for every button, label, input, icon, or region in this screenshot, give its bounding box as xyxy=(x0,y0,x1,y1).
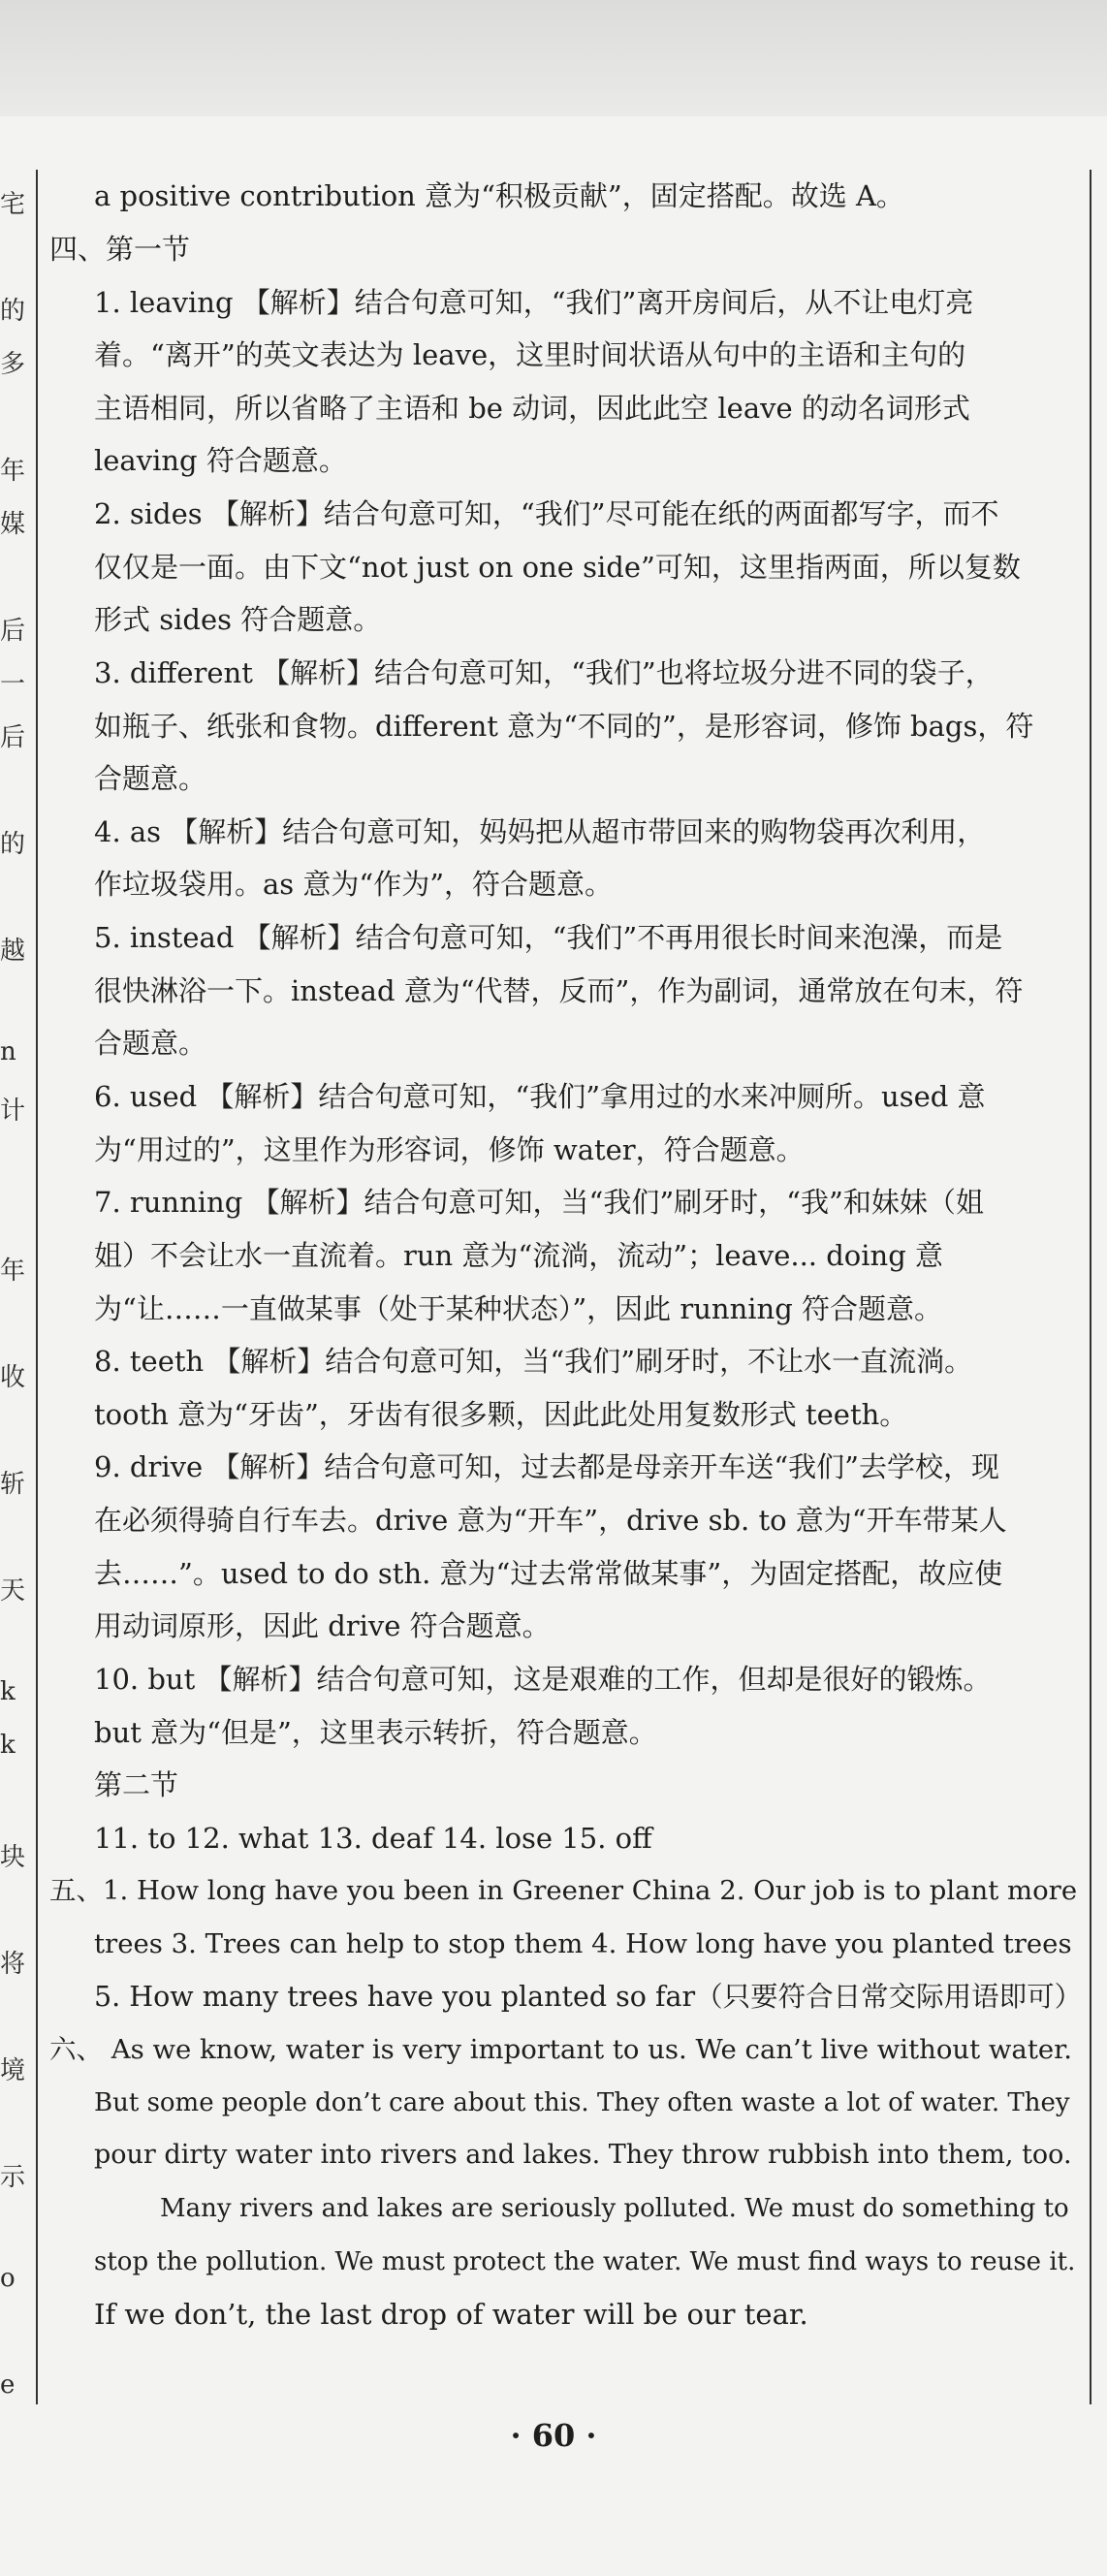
text-line: 7. running 【解析】结合句意可知，当“我们”刷牙时，“我”和妹妹（姐 xyxy=(94,1186,984,1219)
text-line: 在必须得骑自行车去。drive 意为“开车”，drive sb. to 意为“开车带某人 xyxy=(94,1504,1007,1537)
text-line: If we don’t, the last drop of water will be our tear. xyxy=(94,2298,808,2331)
margin-char: o xyxy=(0,2264,16,2293)
text-line: 为“让……一直做某事（处于某种状态）”，因此 running 符合题意。 xyxy=(94,1292,942,1325)
margin-char: 境 xyxy=(0,2056,26,2085)
margin-char: k xyxy=(0,1731,16,1760)
text-line: 1. leaving 【解析】结合句意可知，“我们”离开房间后，从不让电灯亮 xyxy=(94,286,974,319)
margin-char: 的 xyxy=(0,297,26,326)
margin-char: 收 xyxy=(0,1363,26,1392)
text-line: 8. teeth 【解析】结合句意可知，当“我们”刷牙时，不让水一直流淌。 xyxy=(94,1345,973,1378)
text-line: 如瓶子、纸张和食物。different 意为“不同的”，是形容词，修饰 bags，符 xyxy=(94,710,1034,743)
right-border-line xyxy=(1090,170,1091,2404)
margin-char: 的 xyxy=(0,830,26,859)
text-line: 很快淋浴一下。instead 意为“代替，反而”，作为副词，通常放在句末，符 xyxy=(94,974,1024,1007)
page-number: · 60 · xyxy=(510,2417,597,2454)
text-line: 主语相同，所以省略了主语和 be 动词，因此此空 leave 的动名词形式 xyxy=(94,392,970,425)
text-line: pour dirty water into rivers and lakes. They throw rubbish into them, too. xyxy=(94,2140,1072,2170)
text-line: 5. How many trees have you planted so far（只要符合日常交际用语即可） xyxy=(94,1981,1083,2013)
top-shadow-band xyxy=(0,0,1107,116)
text-line: 11. to 12. what 13. deaf 14. lose 15. off xyxy=(94,1822,652,1855)
text-line: 5. instead 【解析】结合句意可知，“我们”不再用很长时间来泡澡，而是 xyxy=(94,921,1003,954)
text-line: 作垃圾袋用。as 意为“作为”，符合题意。 xyxy=(94,868,614,901)
margin-char: 计 xyxy=(0,1097,26,1126)
text-line: tooth 意为“牙齿”，牙齿有很多颗，因此此处用复数形式 teeth。 xyxy=(94,1398,908,1431)
margin-char: 将 xyxy=(0,1950,26,1979)
margin-char: 年 xyxy=(0,1256,26,1286)
margin-char: 示 xyxy=(0,2163,26,2192)
text-line: 去……”。used to do sth. 意为“过去常常做某事”，为固定搭配，故应使 xyxy=(94,1557,1003,1590)
margin-char: 年 xyxy=(0,457,26,486)
text-line: 五、1. How long have you been in Greener China 2. Our job is to plant more xyxy=(49,1875,1078,1906)
text-line: Many rivers and lakes are seriously polluted. We must do something to xyxy=(160,2194,1069,2223)
text-line: 姐）不会让水一直流着。run 意为“流淌，流动”；leave... doing 意 xyxy=(94,1239,943,1272)
text-line: 为“用过的”，这里作为形容词，修饰 water，符合题意。 xyxy=(94,1133,805,1166)
left-margin-fragments xyxy=(0,0,29,2576)
margin-char: 一 xyxy=(0,670,26,699)
text-line: trees 3. Trees can help to stop them 4. How long have you planted trees xyxy=(94,1928,1072,1959)
left-border-line xyxy=(36,170,38,2404)
text-line: 3. different 【解析】结合句意可知，“我们”也将垃圾分进不同的袋子， xyxy=(94,656,994,689)
margin-char: 斩 xyxy=(0,1470,26,1499)
margin-char: 天 xyxy=(0,1576,26,1606)
text-line: 6. used 【解析】结合句意可知，“我们”拿用过的水来冲厕所。used 意 xyxy=(94,1080,986,1113)
text-line: 用动词原形，因此 drive 符合题意。 xyxy=(94,1609,551,1642)
section-heading: 第二节 xyxy=(94,1768,179,1801)
margin-char: 块 xyxy=(0,1843,26,1872)
text-line: 着。“离开”的英文表达为 leave，这里时间状语从句中的主语和主句的 xyxy=(94,338,966,371)
text-line: 合题意。 xyxy=(94,1027,207,1060)
margin-char: k xyxy=(0,1677,16,1706)
section-heading: 四、第一节 xyxy=(49,233,191,266)
text-line: 2. sides 【解析】结合句意可知，“我们”尽可能在纸的两面都写字，而不 xyxy=(94,497,999,530)
text-line: 六、 As we know, water is very important to us. We can’t live without water. xyxy=(49,2034,1073,2065)
margin-char: 宅 xyxy=(0,190,26,219)
margin-char: 媒 xyxy=(0,510,26,539)
text-line: 形式 sides 符合题意。 xyxy=(94,603,382,636)
text-line: 10. but 【解析】结合句意可知，这是艰难的工作，但却是很好的锻炼。 xyxy=(94,1663,992,1696)
margin-char: 后 xyxy=(0,617,26,646)
margin-char: n xyxy=(0,1037,16,1066)
text-line: stop the pollution. We must protect the water. We must find ways to reuse it. xyxy=(94,2247,1076,2276)
text-line: 仅仅是一面。由下文“not just on one side”可知，这里指两面，所以复数 xyxy=(94,551,1021,584)
margin-char: 多 xyxy=(0,350,26,379)
text-line: 9. drive 【解析】结合句意可知，过去都是母亲开车送“我们”去学校，现 xyxy=(94,1450,1000,1483)
margin-char: 越 xyxy=(0,937,26,966)
margin-char: 后 xyxy=(0,723,26,752)
text-line: 合题意。 xyxy=(94,762,207,795)
text-line: 4. as 【解析】结合句意可知，妈妈把从超市带回来的购物袋再次利用， xyxy=(94,815,986,848)
text-line: leaving 符合题意。 xyxy=(94,444,347,477)
text-line: a positive contribution 意为“积极贡献”，固定搭配。故选 A。 xyxy=(94,179,904,212)
text-line: but 意为“但是”，这里表示转折，符合题意。 xyxy=(94,1716,657,1749)
margin-char: e xyxy=(0,2370,16,2400)
text-line: But some people don’t care about this. They often waste a lot of water. They xyxy=(94,2088,1070,2117)
